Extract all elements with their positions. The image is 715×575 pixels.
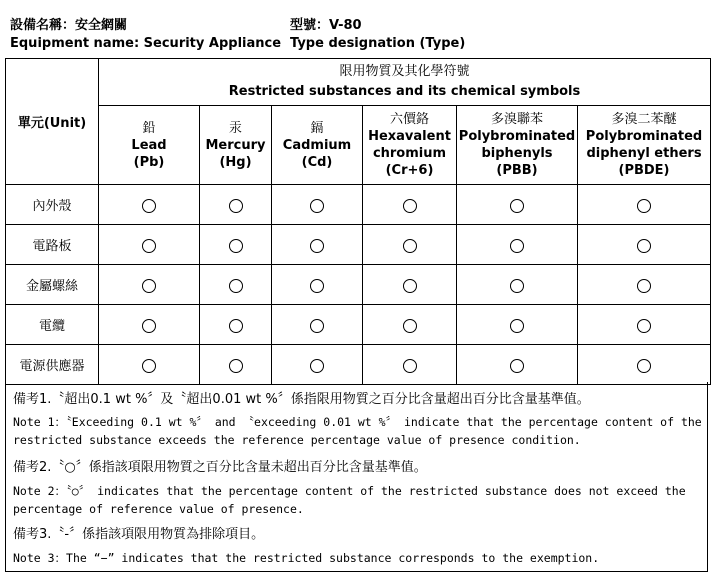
circle-mark-icon xyxy=(142,359,156,373)
circle-mark-icon xyxy=(229,279,243,293)
circle-mark-icon xyxy=(142,199,156,213)
table-row xyxy=(6,305,711,345)
circle-mark-icon xyxy=(229,319,243,333)
compliance-cell xyxy=(578,185,711,225)
substance-pbb xyxy=(457,106,578,185)
restricted-en: Restricted substances and its chemical symbols xyxy=(228,84,581,99)
circle-mark-icon xyxy=(637,239,651,253)
substance-symbol: (Cr+6) xyxy=(385,163,434,178)
note1-cn: 備考1.〝超出0.1 wt %〞及〝超出0.01 wt %〞係指限用物質之百分比含量超出百分比含量基準值。 xyxy=(13,392,590,407)
note3-cn: 備考3.〝-〞係指該項限用物質為排除項目。 xyxy=(13,527,265,542)
substance-cn: 多溴二苯醚 xyxy=(611,112,677,127)
circle-mark-icon xyxy=(510,239,524,253)
table-row xyxy=(6,225,711,265)
substance-cn: 六價鉻 xyxy=(389,112,429,127)
table-row xyxy=(6,265,711,305)
compliance-cell xyxy=(457,185,578,225)
note2-en: Note 2：〝○〞 indicates that the percentage content of the restricted substance does not exceed the percentage of reference value of presence. xyxy=(13,484,686,516)
circle-mark-icon xyxy=(403,359,417,373)
compliance-cell xyxy=(272,225,363,265)
circle-mark-icon xyxy=(310,359,324,373)
unit-name: 金屬螺絲 xyxy=(6,265,99,305)
substance-cadmium xyxy=(272,106,363,185)
model-en: Type designation (Type) xyxy=(290,36,466,51)
compliance-cell xyxy=(99,305,200,345)
unit-name: 電路板 xyxy=(6,225,99,265)
unit-name: 內外殼 xyxy=(6,185,99,225)
note2-cn: 備考2.〝○〞係指該項限用物質之百分比含量未超出百分比含量基準值。 xyxy=(13,460,427,475)
table-row xyxy=(6,185,711,225)
substance-cn: 鎘 xyxy=(310,120,324,136)
circle-mark-icon xyxy=(403,279,417,293)
substance-mercury xyxy=(200,106,272,185)
compliance-cell xyxy=(272,305,363,345)
substance-cn: 汞 xyxy=(228,120,242,136)
substance-pbde xyxy=(578,106,711,185)
compliance-cell xyxy=(457,265,578,305)
substance-hexavalent-chromium xyxy=(363,106,457,185)
substance-en: Hexavalent chromium xyxy=(368,129,451,161)
compliance-cell xyxy=(200,345,272,385)
equipment-name-cn: 設備名稱：安全網關 xyxy=(10,18,128,33)
compliance-cell xyxy=(578,345,711,385)
compliance-cell xyxy=(578,305,711,345)
circle-mark-icon xyxy=(637,319,651,333)
circle-mark-icon xyxy=(403,319,417,333)
compliance-cell xyxy=(272,265,363,305)
substance-en: Polybrominated diphenyl ethers xyxy=(585,129,703,161)
compliance-cell xyxy=(578,225,711,265)
equipment-name-en: Equipment name: Security Appliance xyxy=(10,36,282,51)
compliance-cell xyxy=(363,225,457,265)
compliance-cell xyxy=(457,225,578,265)
substance-symbol: (PBB) xyxy=(496,163,538,178)
substance-lead xyxy=(99,106,200,185)
circle-mark-icon xyxy=(142,279,156,293)
compliance-cell xyxy=(99,345,200,385)
substance-en: Polybrominated biphenyls xyxy=(458,129,576,161)
compliance-cell xyxy=(200,225,272,265)
note1-en: Note 1：〝Exceeding 0.1 wt %〞 and 〝exceeding 0.01 wt %〞 indicate that the percentage content of the restricted substance exceeds the reference percentage value of presence condition. xyxy=(13,415,702,447)
compliance-cell xyxy=(200,185,272,225)
compliance-cell xyxy=(363,345,457,385)
note3-en: Note 3：The “−” indicates that the restricted substance corresponds to the exemption. xyxy=(13,551,600,565)
compliance-cell xyxy=(457,305,578,345)
circle-mark-icon xyxy=(510,199,524,213)
circle-mark-icon xyxy=(142,319,156,333)
compliance-cell xyxy=(200,265,272,305)
compliance-cell xyxy=(99,265,200,305)
circle-mark-icon xyxy=(142,239,156,253)
substance-en: Cadmium xyxy=(282,137,352,153)
compliance-cell xyxy=(272,185,363,225)
circle-mark-icon xyxy=(510,279,524,293)
circle-mark-icon xyxy=(310,279,324,293)
circle-mark-icon xyxy=(310,319,324,333)
restricted-substances-header xyxy=(99,59,711,106)
circle-mark-icon xyxy=(403,239,417,253)
unit-name: 電源供應器 xyxy=(6,345,99,385)
rohs-table xyxy=(5,58,711,385)
model-cn: 型號：V-80 xyxy=(290,18,362,33)
compliance-cell xyxy=(363,265,457,305)
circle-mark-icon xyxy=(229,199,243,213)
substance-symbol: (PBDE) xyxy=(618,163,670,178)
compliance-cell xyxy=(200,305,272,345)
circle-mark-icon xyxy=(403,199,417,213)
compliance-cell xyxy=(272,345,363,385)
circle-mark-icon xyxy=(637,359,651,373)
substance-symbol: (Pb) xyxy=(133,154,165,170)
unit-header: 單元(Unit) xyxy=(6,59,99,185)
compliance-cell xyxy=(363,185,457,225)
compliance-cell xyxy=(457,345,578,385)
circle-mark-icon xyxy=(637,279,651,293)
substance-en: Mercury xyxy=(205,137,266,153)
compliance-cell xyxy=(363,305,457,345)
compliance-cell xyxy=(578,265,711,305)
substance-symbol: (Hg) xyxy=(219,154,252,170)
substance-en: Lead xyxy=(131,137,167,153)
restricted-cn: 限用物質及其化學符號 xyxy=(339,64,470,79)
notes-box xyxy=(5,382,708,572)
substance-cn: 鉛 xyxy=(142,120,156,136)
circle-mark-icon xyxy=(510,359,524,373)
circle-mark-icon xyxy=(510,319,524,333)
circle-mark-icon xyxy=(637,199,651,213)
compliance-cell xyxy=(99,225,200,265)
circle-mark-icon xyxy=(229,359,243,373)
circle-mark-icon xyxy=(310,239,324,253)
circle-mark-icon xyxy=(229,239,243,253)
substance-cn: 多溴聯苯 xyxy=(490,112,543,127)
table-row xyxy=(6,345,711,385)
compliance-cell xyxy=(99,185,200,225)
substance-symbol: (Cd) xyxy=(301,154,333,170)
circle-mark-icon xyxy=(310,199,324,213)
unit-name: 電纜 xyxy=(6,305,99,345)
